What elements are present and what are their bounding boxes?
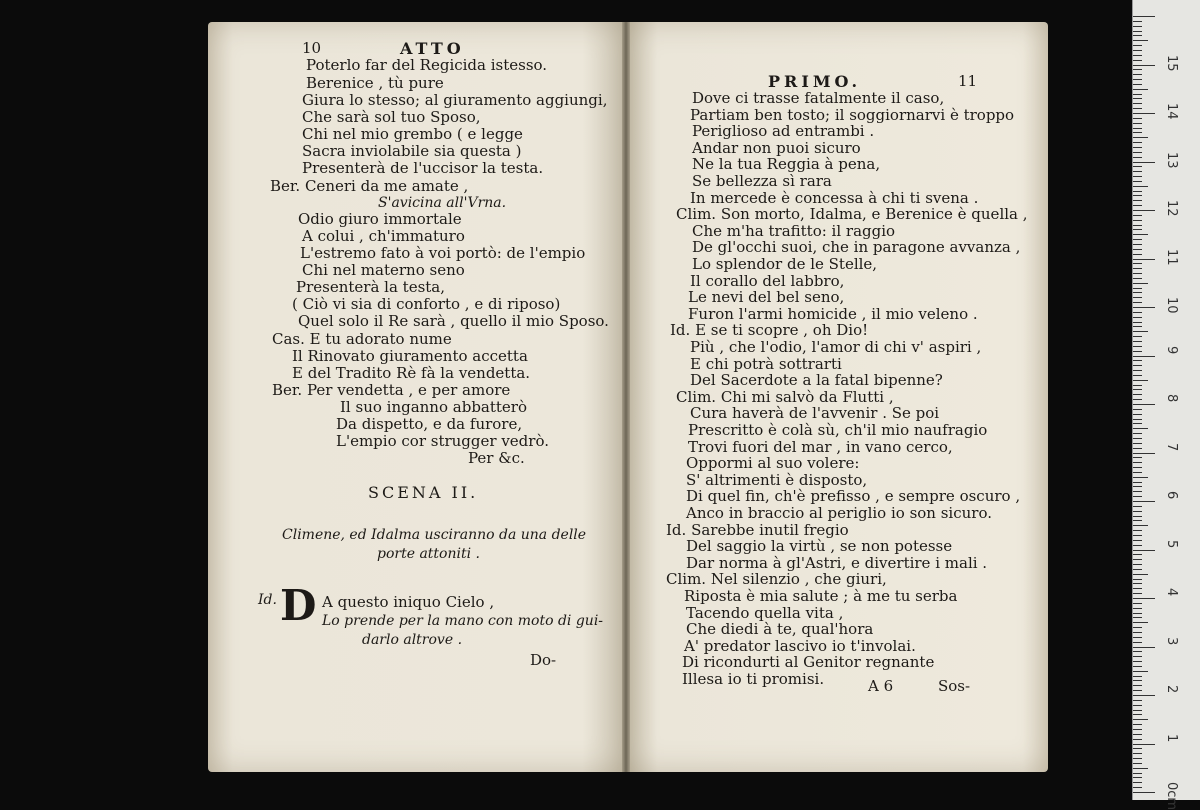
ruler-tick bbox=[1133, 65, 1155, 66]
ruler-tick bbox=[1133, 700, 1142, 701]
right-verse-line: Di quel fin, ch'è prefisso , e sempre oscuro , bbox=[686, 487, 1021, 506]
right-verse-line: Del saggio la virtù , se non potesse bbox=[686, 537, 953, 556]
ruler-tick bbox=[1133, 84, 1142, 85]
ruler-tick bbox=[1133, 399, 1142, 400]
stage-direction-a: Lo prende per la mano con moto di gui- bbox=[322, 613, 604, 629]
right-verse-line: Id. Sarebbe inutil fregio bbox=[666, 520, 849, 539]
ruler-tick bbox=[1133, 525, 1148, 526]
ruler-tick bbox=[1133, 574, 1148, 575]
ruler-tick bbox=[1133, 690, 1142, 691]
ruler-tick bbox=[1133, 128, 1142, 129]
ruler-tick bbox=[1133, 244, 1142, 245]
right-verse-line: Furon l'armi homicide , il mio veleno . bbox=[688, 304, 978, 323]
ruler-tick bbox=[1133, 79, 1142, 80]
ruler-tick bbox=[1133, 739, 1142, 740]
ruler-tick bbox=[1133, 443, 1142, 444]
ruler-tick bbox=[1133, 777, 1142, 778]
ruler-tick bbox=[1133, 375, 1142, 376]
right-verse-line: Periglioso ad entrambi . bbox=[692, 122, 875, 141]
ruler-tick bbox=[1133, 50, 1142, 51]
ruler-tick bbox=[1133, 74, 1142, 75]
ruler-tick bbox=[1133, 676, 1142, 677]
ruler-tick bbox=[1133, 710, 1142, 711]
stage-direction-line-1: Climene, ed Idalma usciranno da una delle bbox=[282, 527, 587, 543]
ruler-tick bbox=[1133, 326, 1142, 327]
right-running-head: PRIMO. bbox=[768, 72, 862, 91]
ruler-tick bbox=[1133, 234, 1148, 235]
ruler-tick bbox=[1133, 195, 1142, 196]
ruler-tick bbox=[1133, 627, 1142, 628]
left-verse-line: Ber. Ceneri da me amate , bbox=[270, 177, 469, 195]
ruler-tick bbox=[1133, 307, 1155, 308]
right-verse-line: Ne la tua Reggia à pena, bbox=[692, 155, 881, 174]
stage-direction-b: darlo altrove . bbox=[362, 632, 463, 648]
ruler-tick bbox=[1133, 94, 1142, 95]
ruler-label: 14 bbox=[1164, 103, 1179, 120]
right-verse-line: Clim. Son morto, Idalma, e Berenice è quella , bbox=[676, 205, 1028, 224]
left-verse-line: Il suo inganno abbatterò bbox=[340, 398, 527, 416]
ruler-label: 11 bbox=[1164, 248, 1179, 266]
ruler-label: 10 bbox=[1164, 297, 1179, 314]
ruler-tick bbox=[1133, 569, 1142, 570]
ruler-tick bbox=[1133, 16, 1155, 17]
ruler-tick bbox=[1133, 259, 1155, 260]
left-verse-line: Che sarà sol tuo Sposo, bbox=[302, 108, 481, 126]
ruler-tick bbox=[1133, 283, 1148, 284]
speaker-label: Id. bbox=[258, 592, 277, 608]
ruler-tick bbox=[1133, 123, 1142, 124]
drop-cap: D bbox=[280, 581, 317, 630]
ruler-tick bbox=[1133, 428, 1148, 429]
ruler-tick bbox=[1133, 705, 1142, 706]
ruler-tick bbox=[1133, 748, 1142, 749]
ruler-tick bbox=[1133, 356, 1155, 357]
ruler-tick bbox=[1133, 297, 1142, 298]
left-verse-line: Presenterà la testa, bbox=[296, 278, 446, 296]
ruler-tick bbox=[1133, 385, 1142, 386]
ruler-tick bbox=[1133, 433, 1142, 434]
ruler-tick bbox=[1133, 292, 1142, 293]
ruler-tick bbox=[1133, 477, 1148, 478]
ruler-tick bbox=[1133, 394, 1142, 395]
ruler-tick bbox=[1133, 608, 1142, 609]
ruler-tick bbox=[1133, 40, 1148, 41]
ruler-tick bbox=[1133, 89, 1148, 90]
ruler-tick bbox=[1133, 166, 1142, 167]
ruler-tick bbox=[1133, 724, 1142, 725]
ruler-tick bbox=[1133, 579, 1142, 580]
ruler-tick bbox=[1133, 603, 1142, 604]
left-verse-line: Chi nel materno seno bbox=[302, 261, 465, 279]
right-verse-line: Prescritto è colà sù, ch'il mio naufragio bbox=[688, 421, 988, 439]
scene-heading: SCENA II. bbox=[368, 483, 479, 502]
ruler-tick bbox=[1133, 239, 1142, 240]
right-verse-line: Dove ci trasse fatalmente il caso, bbox=[692, 89, 945, 107]
ruler-tick bbox=[1133, 26, 1142, 27]
right-verse-line: Dar norma à gl'Astri, e divertire i mali . bbox=[686, 553, 988, 572]
left-verse-line: Per &c. bbox=[468, 449, 525, 467]
ruler-tick bbox=[1133, 763, 1142, 764]
ruler-label: 15 bbox=[1164, 54, 1179, 72]
right-verse-line: Del Sacerdote a la fatal bipenne? bbox=[690, 371, 943, 390]
left-verse-line: Giura lo stesso; al giuramento aggiungi, bbox=[302, 91, 608, 109]
left-verse-line: Poterlo far del Regicida istesso. bbox=[306, 56, 548, 74]
left-verse-line: ( Ciò vi sia di conforto , e di riposo) bbox=[292, 295, 561, 313]
signature-mark: A 6 bbox=[868, 677, 894, 695]
right-verse-line: Clim. Nel silenzio , che giuri, bbox=[666, 570, 887, 589]
ruler-tick bbox=[1133, 462, 1142, 463]
ruler-tick bbox=[1133, 55, 1142, 56]
ruler-tick bbox=[1133, 225, 1142, 226]
right-verse-line: In mercede è concessa à chi ti svena . bbox=[690, 188, 979, 207]
ruler-tick bbox=[1133, 147, 1142, 148]
right-verse-line: Trovi fuori del mar , in vano cerco, bbox=[688, 437, 953, 456]
ruler-tick bbox=[1133, 21, 1142, 22]
ruler-tick bbox=[1133, 482, 1142, 483]
ruler-tick bbox=[1133, 341, 1142, 342]
right-verse-line: Illesa io ti promisi. bbox=[682, 670, 825, 688]
ruler-tick bbox=[1133, 583, 1142, 584]
left-verse-line: L'empio cor strugger vedrò. bbox=[336, 432, 549, 450]
ruler-tick bbox=[1133, 278, 1142, 279]
right-verse-line: Se bellezza sì rara bbox=[692, 172, 832, 190]
left-verse-line: Sacra inviolabile sia questa ) bbox=[302, 142, 522, 160]
ruler-tick bbox=[1133, 530, 1142, 531]
left-verse-line: A colui , ch'immaturo bbox=[302, 227, 465, 245]
first-verse-line: A questo iniquo Cielo , bbox=[322, 593, 495, 611]
ruler-tick bbox=[1133, 792, 1155, 793]
ruler-tick bbox=[1133, 370, 1142, 371]
ruler-tick bbox=[1133, 438, 1142, 439]
ruler-tick bbox=[1133, 103, 1142, 104]
ruler-tick bbox=[1133, 448, 1142, 449]
measurement-ruler bbox=[1132, 0, 1200, 810]
ruler-tick bbox=[1133, 651, 1142, 652]
ruler-tick bbox=[1133, 191, 1142, 192]
ruler-tick bbox=[1133, 593, 1142, 594]
right-verse-line: Tacendo quella vita , bbox=[686, 603, 844, 622]
ruler-tick bbox=[1133, 719, 1148, 720]
left-verse-line: E del Tradito Rè fà la vendetta. bbox=[292, 364, 531, 382]
ruler-tick bbox=[1133, 554, 1142, 555]
left-verse-line: Il Rinovato giuramento accetta bbox=[292, 347, 528, 365]
right-verse-line: A' predator lascivo io t'involai. bbox=[684, 636, 916, 655]
ruler-tick bbox=[1133, 423, 1142, 424]
ruler-tick bbox=[1133, 656, 1142, 657]
right-verse-line: Cura haverà de l'avvenir . Se poi bbox=[690, 404, 940, 423]
right-verse-line: Clim. Chi mi salvò da Flutti , bbox=[676, 387, 894, 406]
ruler-tick bbox=[1133, 588, 1142, 589]
ruler-label: 3 bbox=[1164, 636, 1179, 645]
left-verse-line: Ber. Per vendetta , e per amore bbox=[272, 381, 511, 399]
ruler-tick bbox=[1133, 273, 1142, 274]
ruler-tick bbox=[1133, 176, 1142, 177]
ruler-label: 5 bbox=[1164, 539, 1179, 548]
ruler-tick bbox=[1133, 753, 1142, 754]
ruler-tick bbox=[1133, 773, 1142, 774]
ruler-tick bbox=[1133, 137, 1148, 138]
ruler-tick bbox=[1133, 666, 1142, 667]
ruler-tick bbox=[1133, 205, 1142, 206]
ruler-tick bbox=[1133, 162, 1155, 163]
right-verse-line: Lo splendor de le Stelle, bbox=[692, 255, 878, 273]
ruler-tick bbox=[1133, 564, 1142, 565]
ruler-tick bbox=[1133, 346, 1142, 347]
ruler-tick bbox=[1133, 457, 1142, 458]
ruler-tick bbox=[1133, 142, 1142, 143]
ruler-tick bbox=[1133, 322, 1142, 323]
ruler-tick bbox=[1133, 729, 1142, 730]
ruler-tick bbox=[1133, 215, 1142, 216]
ruler-tick bbox=[1133, 186, 1148, 187]
ruler-tick bbox=[1133, 132, 1142, 133]
ruler-tick bbox=[1133, 550, 1155, 551]
book-gutter bbox=[622, 22, 630, 772]
ruler-tick bbox=[1133, 714, 1142, 715]
ruler-tick bbox=[1133, 680, 1142, 681]
ruler-label: 9 bbox=[1164, 345, 1179, 354]
ruler-label: 0cm bbox=[1164, 782, 1179, 810]
ruler-tick bbox=[1133, 181, 1142, 182]
ruler-tick bbox=[1133, 152, 1142, 153]
right-verse-line: Partiam ben tosto; il soggiornarvi è troppo bbox=[690, 105, 1015, 124]
ruler-tick bbox=[1133, 632, 1142, 633]
ruler-tick bbox=[1133, 414, 1142, 415]
ruler-label: 2 bbox=[1164, 685, 1179, 694]
right-verse-line: Di ricondurti al Genitor regnante bbox=[682, 653, 935, 672]
right-catchword: Sos- bbox=[938, 677, 971, 695]
ruler-label: 7 bbox=[1164, 442, 1179, 451]
left-verse-line: Cas. E tu adorato nume bbox=[272, 330, 452, 348]
right-verse-line: Che m'ha trafitto: il raggio bbox=[692, 221, 896, 240]
right-verse-line: Più , che l'odio, l'amor di chi v' aspiri , bbox=[690, 338, 982, 356]
ruler-label: 12 bbox=[1164, 200, 1179, 217]
ruler-tick bbox=[1133, 516, 1142, 517]
ruler-tick bbox=[1133, 768, 1148, 769]
ruler-tick bbox=[1133, 404, 1155, 405]
ruler-tick bbox=[1133, 496, 1142, 497]
right-verse-line: Il corallo del labbro, bbox=[690, 271, 845, 290]
left-catchword: Do- bbox=[530, 651, 557, 669]
ruler-tick bbox=[1133, 302, 1142, 303]
right-verse-line: Id. E se ti scopre , oh Dio! bbox=[670, 321, 869, 340]
ruler-tick bbox=[1133, 598, 1155, 599]
ruler-tick bbox=[1133, 501, 1155, 502]
left-verse-line: Quel solo il Re sarà , quello il mio Sposo. bbox=[298, 312, 609, 330]
ruler-tick bbox=[1133, 210, 1155, 211]
left-page-number: 10 bbox=[302, 39, 322, 57]
ruler-tick bbox=[1133, 540, 1142, 541]
ruler-label: 13 bbox=[1164, 151, 1179, 169]
ruler-tick bbox=[1133, 69, 1142, 70]
ruler-tick bbox=[1133, 535, 1142, 536]
ruler-tick bbox=[1133, 45, 1142, 46]
ruler-label: 6 bbox=[1164, 491, 1179, 500]
ruler-tick bbox=[1133, 453, 1155, 454]
ruler-tick bbox=[1133, 409, 1142, 410]
ruler-tick bbox=[1133, 685, 1142, 686]
ruler-tick bbox=[1133, 360, 1142, 361]
left-running-head: ATTO bbox=[400, 39, 465, 58]
left-verse-line: Presenterà de l'uccisor la testa. bbox=[302, 159, 544, 177]
right-verse-line: De gl'occhi suoi, che in paragone avvanza , bbox=[692, 238, 1021, 257]
ruler-tick bbox=[1133, 171, 1142, 172]
ruler-tick bbox=[1133, 671, 1148, 672]
right-verse-line: E chi potrà sottrarti bbox=[690, 354, 842, 373]
ruler-tick bbox=[1133, 31, 1142, 32]
ruler-tick bbox=[1133, 472, 1142, 473]
right-verse-line: Le nevi del bel seno, bbox=[688, 288, 845, 307]
left-verse-line: Odio giuro immortale bbox=[298, 210, 462, 228]
ruler-tick bbox=[1133, 157, 1142, 158]
left-verse-line: Chi nel mio grembo ( e legge bbox=[302, 125, 523, 143]
ruler-tick bbox=[1133, 642, 1142, 643]
ruler-tick bbox=[1133, 734, 1142, 735]
ruler-tick bbox=[1133, 108, 1142, 109]
ruler-tick bbox=[1133, 98, 1142, 99]
ruler-tick bbox=[1133, 661, 1142, 662]
ruler-tick bbox=[1133, 419, 1142, 420]
ruler-tick bbox=[1133, 744, 1155, 745]
ruler-tick bbox=[1133, 622, 1148, 623]
ruler-tick bbox=[1133, 365, 1142, 366]
ruler-tick bbox=[1133, 113, 1155, 114]
ruler-tick bbox=[1133, 317, 1142, 318]
right-verse-line: Che diedi à te, qual'hora bbox=[686, 620, 874, 639]
left-verse-line: L'estremo fato à voi portò: de l'empio bbox=[300, 244, 586, 262]
ruler-tick bbox=[1133, 467, 1142, 468]
ruler-tick bbox=[1133, 118, 1142, 119]
ruler-tick bbox=[1133, 35, 1142, 36]
ruler-tick bbox=[1133, 559, 1142, 560]
ruler-tick bbox=[1133, 389, 1142, 390]
ruler-label: 1 bbox=[1164, 733, 1179, 742]
ruler-tick bbox=[1133, 787, 1142, 788]
ruler-tick bbox=[1133, 520, 1142, 521]
right-verse-line: S' altrimenti è disposto, bbox=[686, 470, 868, 489]
ruler-tick bbox=[1133, 312, 1142, 313]
ruler-tick bbox=[1133, 647, 1155, 648]
ruler-tick bbox=[1133, 695, 1155, 696]
ruler-tick bbox=[1133, 486, 1142, 487]
ruler-tick bbox=[1133, 336, 1142, 337]
ruler-tick bbox=[1133, 782, 1142, 783]
ruler-tick bbox=[1133, 200, 1142, 201]
ruler-tick bbox=[1133, 268, 1142, 269]
ruler-tick bbox=[1133, 60, 1142, 61]
ruler-tick bbox=[1133, 758, 1142, 759]
ruler-tick bbox=[1133, 220, 1142, 221]
ruler-tick bbox=[1133, 288, 1142, 289]
ruler-label: 8 bbox=[1164, 394, 1179, 403]
ruler-tick bbox=[1133, 613, 1142, 614]
ruler-label: 4 bbox=[1164, 588, 1179, 597]
right-page-number: 11 bbox=[958, 72, 978, 90]
stage-direction-line-2: porte attoniti . bbox=[377, 546, 480, 562]
right-verse-line: Andar non puoi sicuro bbox=[692, 138, 861, 157]
ruler-tick bbox=[1133, 491, 1142, 492]
ruler-tick bbox=[1133, 380, 1148, 381]
right-verse-line: Anco in braccio al periglio io son sicuro. bbox=[686, 504, 992, 522]
right-verse-line: Riposta è mia salute ; à me tu serba bbox=[684, 587, 958, 605]
ruler-tick bbox=[1133, 545, 1142, 546]
left-verse-line: Da dispetto, e da furore, bbox=[336, 415, 523, 433]
left-verse-line: S'avicina all'Vrna. bbox=[378, 195, 507, 211]
ruler-tick bbox=[1133, 254, 1142, 255]
ruler-tick bbox=[1133, 249, 1142, 250]
ruler-tick bbox=[1133, 331, 1148, 332]
right-verse-line: Oppormi al suo volere: bbox=[686, 454, 860, 473]
ruler-tick bbox=[1133, 263, 1142, 264]
left-verse-line: Berenice , tù pure bbox=[306, 74, 444, 92]
ruler-tick bbox=[1133, 637, 1142, 638]
ruler-tick bbox=[1133, 229, 1142, 230]
ruler-tick bbox=[1133, 506, 1142, 507]
ruler-tick bbox=[1133, 511, 1142, 512]
ruler-tick bbox=[1133, 351, 1142, 352]
ruler-tick bbox=[1133, 617, 1142, 618]
